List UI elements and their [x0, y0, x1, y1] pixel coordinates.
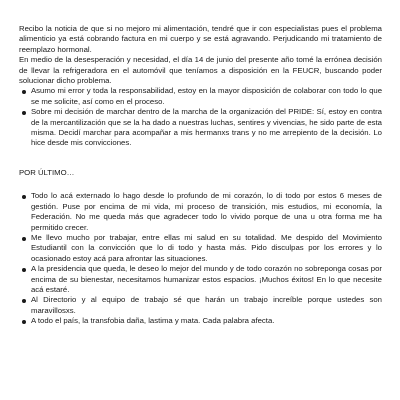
intro-paragraph-decision: En medio de la desesperación y necesidad, el día 14 de junio del presente año tomé la errónea decisión de llevar la refrigeradora en el automóvil que teníamos a disposición en la FEUCR, buscando poder solucionar dicho problema. — [19, 55, 382, 86]
bullet-item: A la presidencia que queda, le deseo lo mejor del mundo y de todo corazón no sobreponga cosas por encima de su bienestar, necesitamos humanizar estos espacios. ¡Muchos éxitos! En lo que necesite acá estaré. — [19, 264, 382, 295]
bullet-item: A todo el país, la transfobia daña, lastima y mata. Cada palabra afecta. — [19, 316, 382, 326]
first-bullet-list — [19, 86, 382, 148]
bullet-item: Sobre mi decisión de marchar dentro de la marcha de la organización del PRIDE: Sí, estoy en contra de la mercantilización que se la ha dado a nuestras luchas, sentires y vivencias, he sido parte de esta misma. Decidí marchar para acompañar a mis hermanxs trans y no me arrepiento de la decisión. Lo hice desde mis convicciones. — [19, 107, 382, 149]
bullet-item: Asumo mi error y toda la responsabilidad, estoy en la mayor disposición de colaborar con todo lo que se me solicite, así como en el proceso. — [19, 86, 382, 107]
bullet-item: Todo lo acá externado lo hago desde lo profundo de mi corazón, lo di todo por estos 6 meses de gestión. Puse por encima de mi vida, mi proceso de transición, mis estudios, mi economía, la Federación. No me queda más que agradecer todo lo vivido porque de una u otra forma me ha permitido crecer. — [19, 191, 382, 233]
final-bullet-list — [19, 191, 382, 326]
section-heading: POR ÚLTIMO… — [19, 167, 75, 177]
document-page — [19, 24, 382, 327]
intro-paragraph-health: Recibo la noticia de que si no mejoro mi alimentación, tendré que ir con especialistas pues el problema alimenticio ya está cobrando factura en mi cuerpo y se está agravando. Perjudicando mi tratamiento de reemplazo hormonal. — [19, 24, 382, 54]
bullet-item: Al Directorio y al equipo de trabajo sé que harán un trabajo increíble porque ustedes son maravillosxs. — [19, 295, 382, 316]
bullet-item: Me llevo mucho por trabajar, entre ellas mi salud en su totalidad. Me despido del Movimiento Estudiantil con la convicción que lo di todo y hasta más. Pido disculpas por los errores y lo ocasionado estoy acá para afrontar las situaciones. — [19, 233, 382, 264]
